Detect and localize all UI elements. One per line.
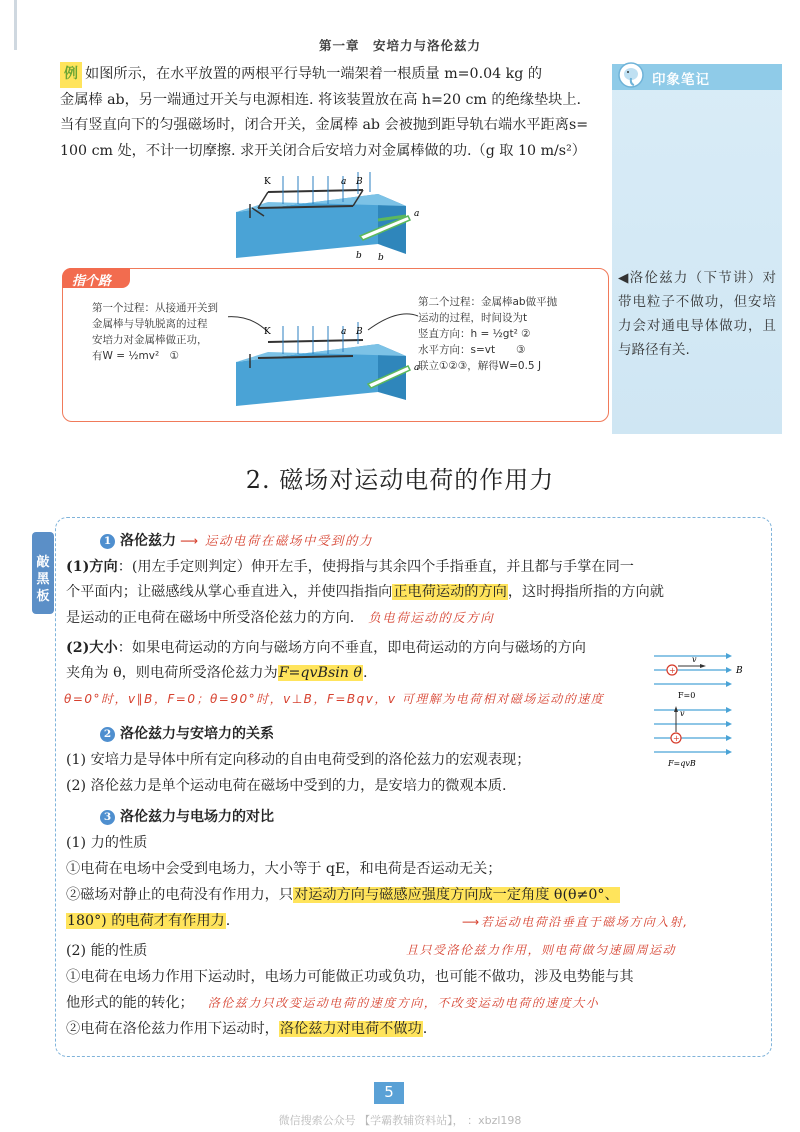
elephant-icon <box>616 60 646 90</box>
size-label: (2)大小 <box>66 640 118 656</box>
k3-note1: ⟶若运动电荷沿垂直于磁场方向入射, <box>462 915 689 929</box>
page-number: 5 <box>384 1083 394 1101</box>
dir-label: (1)方向 <box>66 559 118 575</box>
guide-label-a: a <box>341 327 347 337</box>
k2-heading <box>100 722 274 746</box>
label-a2: a <box>414 209 420 219</box>
k3-note1-text: 若运动电荷沿垂直于磁场方向入射, <box>480 915 689 929</box>
k3-b3 <box>66 1017 427 1041</box>
chapter-title: 第一章 安培力与洛伦兹力 <box>318 38 481 53</box>
k1-size-line2 <box>66 661 367 685</box>
k1-dir-line3 <box>66 606 494 630</box>
dir-text: ，这时拇指所指的方向就 <box>507 584 664 600</box>
k3-note2: 且只受洛伦兹力作用，则电荷做匀速圆周运动 <box>406 943 677 957</box>
example-line: 100 cm 处，不计一切摩擦. 求开关闭合后安培力对金属棒做的功.（g 取 10 m/s²） <box>60 142 586 159</box>
guide-label-a2: a <box>414 363 420 373</box>
a2-highlight: 对运动方向与磁感应强度方向成一定角度 θ(θ≠0°、 <box>294 887 619 903</box>
label-b2: b <box>378 253 384 262</box>
k1-note: ⟶ 运动电荷在磁场中受到的力 <box>180 533 373 548</box>
guide-right-text <box>418 294 603 374</box>
diagram-Fq: F=qvB <box>668 759 696 768</box>
k3-note3: 洛伦兹力只改变运动电荷的速度方向，不改变运动电荷的速度大小 <box>207 996 600 1010</box>
b3-highlight: 洛伦兹力对电荷不做功 <box>279 1021 422 1037</box>
dir-highlight: 正电荷运动的方向 <box>393 584 507 600</box>
k3-b2 <box>66 991 599 1015</box>
size-text: 夹角为 θ，则电荷所受洛伦兹力为 <box>66 665 278 681</box>
dir-text: ：(用左手定则判定）伸开左手，使拇指与其余四个手指垂直，并且都与手掌在同一 <box>117 559 634 575</box>
size-text: . <box>362 665 368 681</box>
example-badge: 例 <box>60 62 82 88</box>
k1-title: 洛伦兹力 <box>120 533 176 549</box>
guide-line: 运动的过程，时间设为t <box>418 312 528 324</box>
diagram-v2: v <box>680 709 685 718</box>
example-paragraph <box>60 62 608 164</box>
guide-line: 第二个过程：金属棒ab做平抛 <box>418 296 558 308</box>
footer-watermark: 微信搜索公众号 【学霸教辅资料站】， ：xbzl198 <box>278 1114 522 1127</box>
example-line: 如图所示，在水平放置的两根平行导轨一端架着一根质量 m=0.04 kg 的 <box>85 66 543 82</box>
charge-plus: + <box>673 734 680 743</box>
k1-dir-line2 <box>66 580 664 604</box>
diagram-v: v <box>692 655 697 664</box>
k3-heading <box>100 805 274 829</box>
k3-b1: ①电荷在电场力作用下运动时，电场力可能做正功或负功，也可能不做功，涉及电势能与其 <box>66 969 634 985</box>
size-text: ：如果电荷运动的方向与磁场方向不垂直，即电荷运动的方向与磁场的方向 <box>117 640 586 656</box>
k3-number: 3 <box>100 810 115 825</box>
guide-line: 水平方向：s=vt ③ <box>418 344 526 356</box>
charge-plus: + <box>669 666 676 675</box>
a3-text: . <box>225 913 231 929</box>
k1-dir-line1 <box>66 555 634 579</box>
k2-line1: (1) 安培力是导体中所有定向移动的自由电荷受到的洛伦兹力的宏观表现； <box>66 752 531 768</box>
label-b: b <box>356 251 362 261</box>
k3-a2 <box>66 883 620 907</box>
size-note: θ=0°时，v∥B，F=0；θ=90°时，v⊥B，F=Bqv，v 可理解为电荷相对磁场运动的速度 <box>64 692 605 706</box>
guide-label: 指个路 <box>72 274 112 289</box>
a2-text: ②磁场对静止的电荷没有作用力，只 <box>66 887 294 903</box>
guide-label-B: B <box>356 327 363 337</box>
label-B: B <box>356 177 363 187</box>
guide-line: 联立①②③，解得W=0.5 J <box>418 360 542 372</box>
guide-line: 安培力对金属棒做正功， <box>92 334 208 346</box>
k2-title: 洛伦兹力与安培力的关系 <box>120 726 274 742</box>
size-formula: F=qvBsin θ <box>278 665 362 681</box>
guide-line: 第一个过程：从接通开关到 <box>92 302 218 314</box>
k3-a1: ①电荷在电场中会受到电场力，大小等于 qE，和电荷是否运动无关； <box>66 861 502 877</box>
guide-label-K: K <box>264 327 271 337</box>
b3-text: . <box>422 1021 428 1037</box>
k1-size-line1 <box>66 636 586 660</box>
k3-sub1: (1) 力的性质 <box>66 835 148 851</box>
section-title: 2. 磁场对运动电荷的作用力 <box>245 466 555 494</box>
example-line: 金属棒 ab，另一端通过开关与电源相连. 将该装置放在高 h=20 cm 的绝缘垫块上. <box>60 91 582 108</box>
side-tab-text: 敲黑板 <box>36 555 50 604</box>
example-line: 当有竖直向下的匀强磁场时，闭合开关，金属棒 ab 会被抛到距导轨右端水平距离s= <box>60 117 589 133</box>
notes-text: ◀洛伦兹力（下节讲）对带电粒子不做功，但安培力会对通电导体做功，且与路径有关. <box>618 270 776 358</box>
dir-note: 负电荷运动的反方向 <box>368 610 495 625</box>
notes-panel <box>612 64 782 434</box>
label-K: K <box>264 177 271 187</box>
k3-title: 洛伦兹力与电场力的对比 <box>120 809 274 825</box>
k2-line2: (2) 洛伦兹力是单个运动电荷在磁场中受到的力，是安培力的微观本质. <box>66 778 507 794</box>
a3-highlight: 180°) 的电荷才有作用力 <box>67 913 225 929</box>
b2-text: 他形式的能的转化； <box>66 995 194 1011</box>
force-diagram <box>652 648 752 770</box>
diagram-F0: F=0 <box>678 691 696 700</box>
notes-title: 印象笔记 <box>652 72 710 88</box>
diagram-B: B <box>736 666 743 676</box>
k2-number: 2 <box>100 727 115 742</box>
k1-note-text: 运动电荷在磁场中受到的力 <box>204 533 373 548</box>
guide-line: 有W = ½mv² ① <box>92 350 180 362</box>
guide-line: 竖直方向：h = ½gt² ② <box>418 328 531 340</box>
k1-number: 1 <box>100 534 115 549</box>
k1-heading <box>100 529 373 553</box>
rail-apparatus-figure <box>228 172 428 262</box>
label-a: a <box>341 177 347 187</box>
guide-line: 金属棒与导轨脱离的过程 <box>92 318 208 330</box>
dir-text: 是运动的正电荷在磁场中所受洛伦兹力的方向. <box>66 610 355 626</box>
b3-text: ②电荷在洛伦兹力作用下运动时， <box>66 1021 279 1037</box>
binding-edge <box>14 0 17 50</box>
k3-sub2: (2) 能的性质 <box>66 943 148 959</box>
dir-text: 个平面内；让磁感线从掌心垂直进入，并使四指指向 <box>66 584 393 600</box>
k3-a3 <box>66 909 230 933</box>
guide-figure <box>228 312 428 407</box>
